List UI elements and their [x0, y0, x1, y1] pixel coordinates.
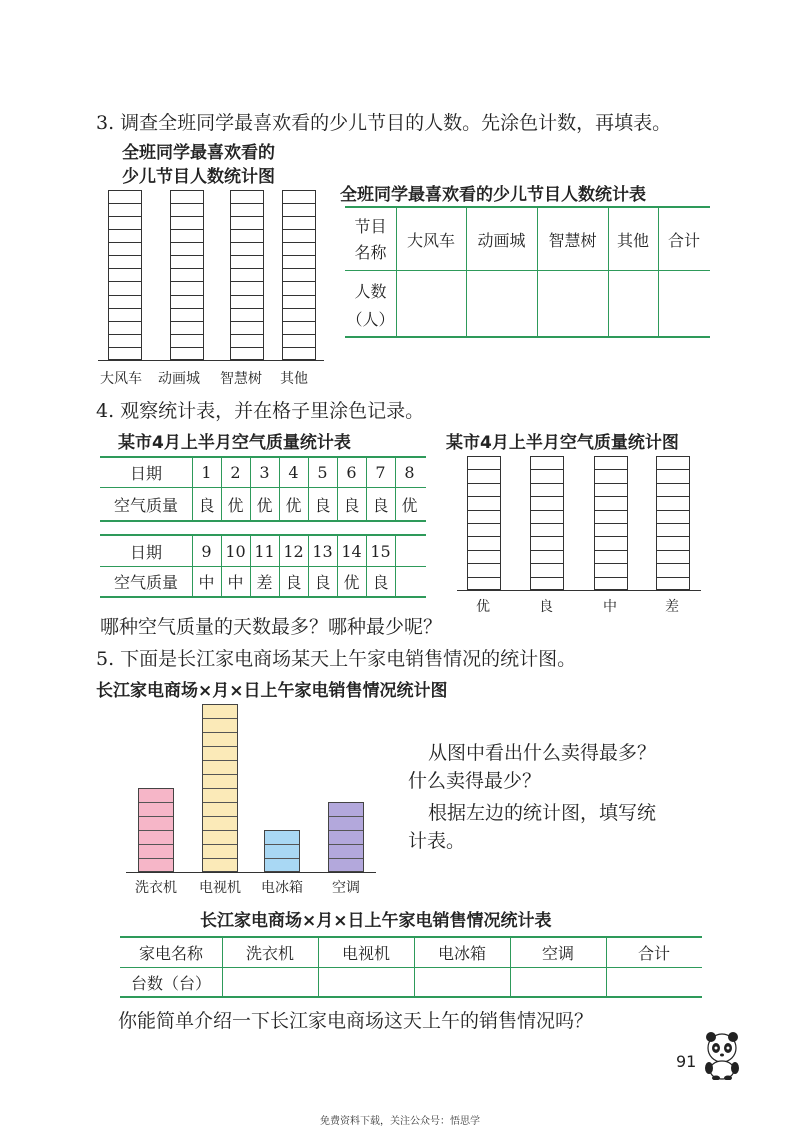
q4-quality-label: 空气质量 — [113, 573, 178, 592]
q5-col-header: 电视机 — [341, 944, 390, 963]
q3-row-label-a: 人数 — [354, 281, 387, 301]
q5-bar-2 — [202, 704, 238, 872]
q5-side-text-2: 什么卖得最少？ — [408, 770, 542, 792]
q4-date-cell: 1 — [201, 463, 212, 482]
q4-category-2: 良 — [539, 599, 553, 615]
q5-category-label: 电冰箱 — [261, 880, 303, 896]
q4-category-1: 优 — [476, 599, 490, 615]
q3-col-header-3: 智慧树 — [548, 230, 597, 250]
q4-date-cell: 2 — [230, 463, 241, 482]
q4-quality-cell: 良 — [314, 495, 331, 515]
q5-category-label: 空调 — [332, 880, 360, 896]
q5-answer-cell[interactable] — [319, 968, 414, 996]
q5-question: 你能简单介绍一下长江家电商场这天上午的销售情况吗？ — [118, 1010, 594, 1032]
panda-icon — [700, 1030, 744, 1080]
q3-answer-cell-1[interactable] — [397, 272, 466, 335]
q4-quality-label: 空气质量 — [113, 495, 178, 515]
q5-bar-3 — [264, 830, 300, 872]
q4-date-cell: 12 — [283, 541, 304, 561]
q4-date-cell: 14 — [341, 541, 362, 561]
footer-note: 免费资料下载，关注公众号：悟思学 — [320, 1116, 480, 1127]
q4-date-label: 日期 — [129, 464, 162, 483]
q4-category-4: 差 — [665, 599, 679, 615]
q4-date-cell: 4 — [288, 463, 299, 482]
q3-chart-title-line1: 全班同学最喜欢看的 — [122, 143, 275, 163]
q3-category-1: 大风车 — [100, 371, 142, 387]
q4-chart-baseline — [457, 590, 701, 591]
q4-table-title: 某市4月上半月空气质量统计表 — [118, 433, 351, 453]
q4-date-label: 日期 — [129, 542, 162, 562]
q4-category-3: 中 — [603, 599, 617, 615]
q3-category-3: 智慧树 — [220, 371, 262, 387]
q4-grid-column-1[interactable] — [467, 456, 501, 590]
q4-date-cell: 9 — [201, 541, 212, 561]
q3-table-title: 全班同学最喜欢看的少儿节目人数统计表 — [340, 185, 646, 205]
q3-grid-column-3[interactable] — [230, 190, 264, 360]
q3-grid-column-2[interactable] — [170, 190, 204, 360]
q4-quality-cell: 优 — [343, 573, 360, 592]
q4-quality-cell: 差 — [256, 573, 273, 592]
q4-date-cell: 11 — [254, 541, 275, 561]
q4-date-cell: 6 — [346, 463, 357, 482]
q4-date-cell: 10 — [225, 541, 246, 561]
q3-answer-cell-4[interactable] — [609, 272, 658, 335]
q5-col-header: 空调 — [541, 944, 574, 963]
q5-col-header: 合计 — [637, 944, 670, 963]
q5-row-label: 台数（台） — [130, 973, 211, 993]
q5-col-header: 洗衣机 — [245, 944, 294, 963]
q3-answer-cell-5[interactable] — [659, 272, 710, 335]
q4-grid-column-4[interactable] — [656, 456, 690, 590]
q4-quality-cell: 优 — [227, 495, 244, 515]
q5-header-label: 家电名称 — [138, 944, 203, 963]
q4-quality-cell: 良 — [314, 573, 331, 592]
q5-bar-1 — [138, 788, 174, 872]
q3-category-2: 动画城 — [158, 371, 200, 387]
q4-date-cell: 3 — [259, 463, 270, 482]
q3-chart-baseline — [98, 360, 324, 361]
q4-quality-cell: 优 — [285, 495, 302, 515]
q5-answer-cell[interactable] — [415, 968, 510, 996]
q3-col-header-1: 大风车 — [406, 230, 455, 250]
q3-col-header-4: 其他 — [616, 230, 649, 250]
q3-answer-cell-2[interactable] — [467, 272, 537, 335]
q4-date-cell: 5 — [317, 463, 328, 482]
q4-quality-cell: 良 — [372, 573, 389, 592]
q4-prompt: 4. 观察统计表，并在格子里涂色记录。 — [96, 400, 425, 422]
q5-prompt: 5. 下面是长江家电商场某天上午家电销售情况的统计图。 — [96, 648, 577, 670]
q4-date-cell: 15 — [370, 541, 391, 561]
q5-side-text-1: 从图中看出什么卖得最多？ — [428, 742, 657, 764]
q5-side-text-4: 计表。 — [408, 830, 466, 852]
page-number: 91 — [676, 1052, 697, 1071]
q3-chart-title-line2: 少儿节目人数统计图 — [122, 167, 275, 187]
q3-category-4: 其他 — [280, 371, 308, 387]
q5-category-label: 电视机 — [199, 880, 241, 896]
q4-quality-cell: 良 — [343, 495, 360, 515]
q4-date-cell: 7 — [375, 463, 386, 482]
q3-answer-cell-3[interactable] — [538, 272, 608, 335]
q4-quality-cell: 中 — [227, 573, 244, 592]
q5-answer-cell[interactable] — [511, 968, 606, 996]
q3-grid-column-4[interactable] — [282, 190, 316, 360]
q3-col-header-2: 动画城 — [477, 230, 526, 250]
q5-answer-cell[interactable] — [607, 968, 702, 996]
q3-grid-column-1[interactable] — [108, 190, 142, 360]
q4-quality-cell: 优 — [401, 495, 418, 515]
q4-grid-column-2[interactable] — [530, 456, 564, 590]
q3-header-label-b: 名称 — [354, 242, 387, 262]
q5-chart-title: 长江家电商场×月×日上午家电销售情况统计图 — [96, 681, 448, 701]
q5-chart-baseline — [126, 872, 376, 873]
q4-date-cell: 13 — [312, 541, 333, 561]
q4-question: 哪种空气质量的天数最多？哪种最少呢？ — [100, 616, 443, 638]
q3-header-label-a: 节目 — [354, 216, 387, 236]
q4-quality-cell: 良 — [285, 573, 302, 592]
q5-table-title: 长江家电商场×月×日上午家电销售情况统计表 — [200, 911, 552, 931]
q4-quality-cell: 中 — [198, 573, 215, 592]
q5-category-label: 洗衣机 — [135, 880, 177, 896]
q5-col-header: 电冰箱 — [437, 944, 486, 963]
q4-date-cell: 8 — [404, 463, 415, 482]
q5-bar-4 — [328, 802, 364, 872]
q3-row-label-b: （人） — [346, 309, 395, 329]
q3-col-header-5: 合计 — [667, 230, 700, 250]
q4-chart-title: 某市4月上半月空气质量统计图 — [446, 433, 679, 453]
q4-quality-cell: 优 — [256, 495, 273, 515]
q4-quality-cell: 良 — [198, 495, 215, 515]
q4-grid-column-3[interactable] — [594, 456, 628, 590]
q5-answer-cell[interactable] — [223, 968, 318, 996]
q5-side-text-3: 根据左边的统计图，填写统 — [428, 802, 657, 824]
q3-prompt: 3. 调查全班同学最喜欢看的少儿节目的人数。先涂色计数，再填表。 — [96, 112, 672, 134]
q4-quality-cell: 良 — [372, 495, 389, 515]
